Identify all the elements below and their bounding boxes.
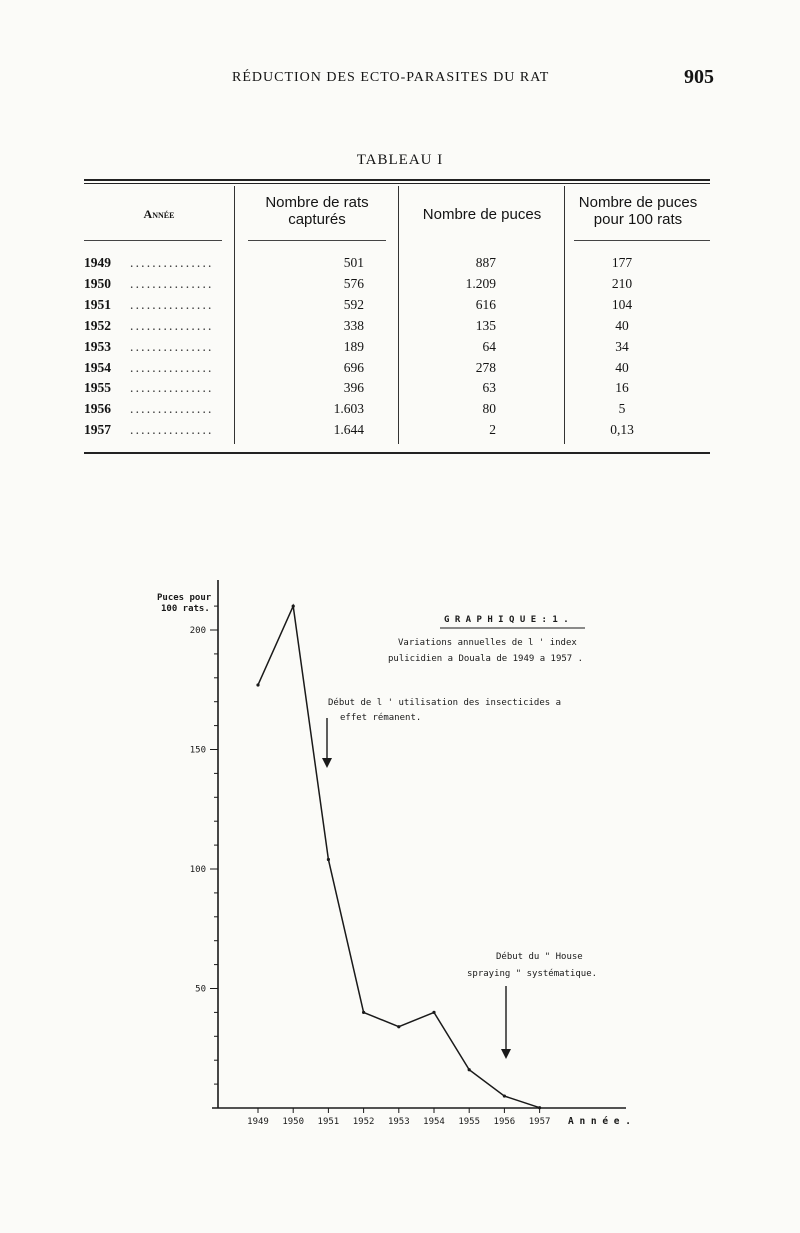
data-point (327, 858, 330, 861)
column-header-puces-per-100: Nombre de puces pour 100 rats (578, 194, 698, 228)
data-point (503, 1094, 506, 1097)
column-header-rats: Nombre de rats capturés (265, 194, 369, 228)
rats-count-cell: 1.603 (333, 401, 364, 417)
puces-count-cell: 278 (475, 359, 496, 375)
leader-dots: ............... (130, 422, 214, 438)
rats-count-cell: 501 (343, 255, 364, 270)
table-row (84, 339, 710, 360)
puces-count-cell: 616 (475, 296, 496, 312)
rats-count-cell: 696 (343, 359, 364, 375)
y-tick-label: 50 (195, 984, 206, 995)
x-tick-label: 1951 (317, 1117, 340, 1127)
column-header-annee: Année (143, 207, 175, 221)
arrow-icon (501, 986, 511, 1059)
table-row (84, 297, 710, 318)
x-tick-label: 1953 (387, 1117, 410, 1127)
x-tick-label: 1952 (352, 1117, 375, 1127)
chart-marks (256, 605, 541, 1110)
rats-count-cell: 189 (343, 338, 364, 354)
puces-count-cell: 135 (475, 317, 496, 333)
leader-dots: ............... (130, 317, 214, 333)
y-axis-label-line1: Puces pour (157, 593, 212, 603)
leader-dots: ............... (130, 338, 214, 354)
puces-count-cell: 2 (489, 422, 496, 438)
annotation-insecticides-line2: effet rémanent. (340, 713, 422, 723)
data-point (432, 1011, 435, 1014)
header-underline (574, 240, 710, 241)
leader-dots: ............... (130, 296, 214, 312)
line-chart (0, 560, 800, 1180)
graph-title: G R A P H I Q U E : 1 . (444, 615, 569, 625)
table-row (84, 380, 710, 401)
table-caption: TABLEAU I (356, 152, 444, 168)
year-cell: 1956 (84, 401, 111, 417)
leader-dots: ............... (130, 275, 214, 291)
year-cell: 1949 (84, 255, 111, 270)
rats-count-cell: 592 (343, 296, 364, 312)
year-cell: 1954 (84, 359, 111, 375)
puces-per-100-cell: 104 (611, 296, 633, 312)
puces-per-100-cell: 177 (611, 255, 633, 270)
table-row (84, 255, 710, 276)
data-point (362, 1011, 365, 1014)
table-row (84, 422, 710, 443)
year-cell: 1950 (84, 275, 111, 291)
table-row (84, 360, 710, 381)
data-point (292, 605, 295, 608)
puces-per-100-cell: 40 (615, 317, 629, 333)
x-tick-label: 1957 (528, 1117, 551, 1127)
year-cell: 1951 (84, 296, 111, 312)
year-cell: 1953 (84, 338, 111, 354)
data-point (538, 1106, 541, 1109)
table-row (84, 276, 710, 297)
year-cell: 1952 (84, 317, 111, 333)
puces-count-cell: 63 (482, 380, 496, 396)
table-row (84, 401, 710, 422)
puces-per-100-cell: 0,13 (610, 422, 634, 438)
year-cell: 1955 (84, 380, 111, 396)
data-point (256, 683, 259, 686)
rats-count-cell: 576 (343, 275, 364, 291)
header-underline (248, 240, 386, 241)
column-header-puces: Nombre de puces (422, 206, 542, 223)
puces-count-cell: 64 (482, 338, 496, 354)
leader-dots: ............... (130, 380, 214, 396)
y-tick-label: 100 (189, 865, 206, 875)
data-point (468, 1068, 471, 1071)
table-row (84, 318, 710, 339)
arrow-icon (322, 718, 332, 768)
y-tick-label: 200 (189, 626, 206, 636)
puces-count-cell: 1.209 (465, 275, 496, 291)
rats-count-cell: 338 (343, 317, 364, 333)
rats-count-cell: 1.644 (333, 422, 364, 438)
rats-count-cell: 396 (343, 380, 364, 396)
header-underline (84, 240, 222, 241)
page-number: 905 (684, 66, 714, 88)
x-tick-label: 1954 (423, 1117, 445, 1127)
year-cell: 1957 (84, 422, 111, 438)
puces-count-cell: 80 (482, 401, 496, 417)
x-tick-label: 1956 (493, 1117, 516, 1127)
table-top-rule-2 (84, 183, 710, 184)
annotation-house-spraying-line1: Début du " House (496, 952, 583, 962)
data-point (397, 1025, 400, 1028)
running-header (0, 66, 800, 96)
x-axis-label: A n n é e . (568, 1116, 631, 1127)
puces-per-100-cell: 16 (615, 380, 629, 396)
puces-count-cell: 887 (475, 255, 496, 270)
series-line (258, 606, 540, 1108)
puces-per-100-cell: 5 (618, 401, 626, 417)
table-top-rule-1 (84, 179, 710, 181)
puces-per-100-cell: 210 (611, 275, 633, 291)
y-tick-label: 150 (189, 745, 206, 756)
graph-subtitle-line2: pulicidien a Douala de 1949 a 1957 . (388, 654, 584, 664)
graph-subtitle-line1: Variations annuelles de l ' index (398, 638, 577, 648)
leader-dots: ............... (130, 255, 214, 270)
annotation-house-spraying-line2: spraying " systématique. (467, 969, 598, 979)
running-title: RÉDUCTION DES ECTO-PARASITES DU RAT (232, 70, 550, 85)
annotation-insecticides-line1: Début de l ' utilisation des insecticides a (328, 698, 561, 708)
puces-per-100-cell: 34 (615, 338, 629, 354)
table-bottom-rule (84, 452, 710, 454)
x-tick-label: 1955 (458, 1117, 481, 1127)
puces-per-100-cell: 40 (615, 359, 629, 375)
y-axis-label-line2: 100 rats. (161, 604, 210, 614)
leader-dots: ............... (130, 359, 214, 375)
x-tick-label: 1950 (282, 1117, 305, 1127)
leader-dots: ............... (130, 401, 214, 417)
x-tick-label: 1949 (247, 1117, 269, 1127)
